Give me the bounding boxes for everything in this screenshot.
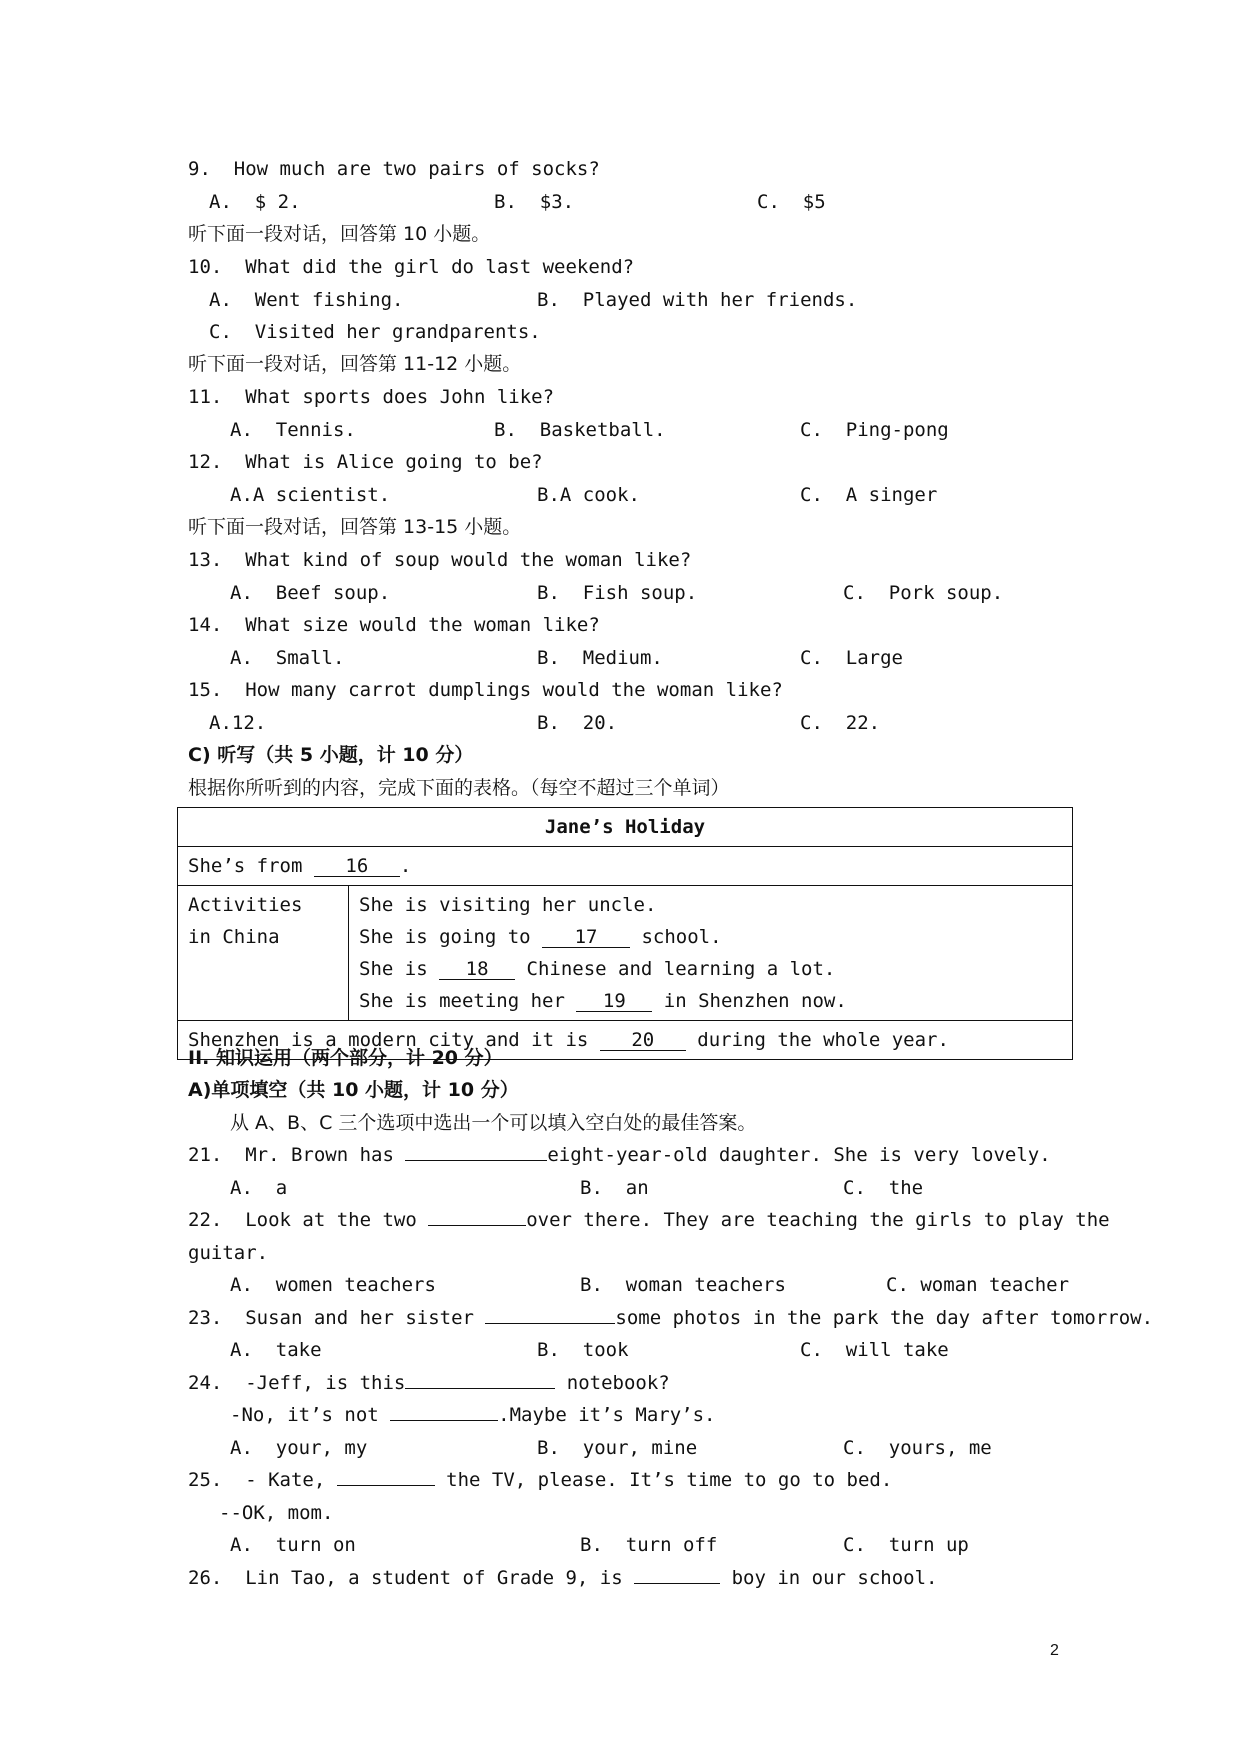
q22-pre: 22. Look at the two — [188, 1209, 429, 1231]
q11-option-b: B. Basketball. — [494, 419, 666, 441]
q26-post: boy in our school. — [720, 1567, 938, 1589]
q22-continuation: guitar. — [188, 1242, 269, 1264]
q25-option-b: B. turn off — [580, 1534, 718, 1556]
q22-option-a: A. women teachers — [230, 1274, 436, 1296]
q23-post: some photos in the park the day after tomorrow. — [615, 1307, 1154, 1329]
table-title: Jane’s Holiday — [178, 808, 1073, 847]
q14-option-b: B. Medium. — [537, 647, 663, 669]
question-13: 13. What kind of soup would the woman like? — [188, 549, 692, 571]
activity-4 — [359, 985, 1062, 1017]
q25-post: the TV, please. It’s time to go to bed. — [434, 1469, 893, 1491]
q24-blank-2 — [390, 1420, 498, 1421]
q24-option-b: B. your, mine — [537, 1437, 698, 1459]
question-22 — [188, 1208, 1110, 1232]
q21-pre: 21. Mr. Brown has — [188, 1144, 406, 1166]
q14-option-c: C. Large — [800, 647, 903, 669]
question-21 — [188, 1143, 1051, 1167]
blank-18: 18 — [439, 959, 515, 980]
activity-4-post: in Shenzhen now. — [652, 990, 847, 1012]
question-11: 11. What sports does John like? — [188, 386, 555, 408]
activity-2 — [359, 921, 1062, 953]
row-climate-post: during the whole year. — [685, 1029, 949, 1051]
q21-blank — [405, 1160, 547, 1161]
activity-3 — [359, 953, 1062, 985]
q23-option-a: A. take — [230, 1339, 322, 1361]
q23-option-b: B. took — [537, 1339, 629, 1361]
q9-option-b: B. $3. — [494, 191, 575, 213]
q21-option-b: B. an — [580, 1177, 649, 1199]
q10-option-b: B. Played with her friends. — [537, 289, 858, 311]
janes-holiday-table — [177, 807, 1073, 1060]
q22-option-b: B. woman teachers — [580, 1274, 786, 1296]
q15-option-b: B. 20. — [537, 712, 618, 734]
q21-post: eight-year-old daughter. She is very lovely. — [547, 1144, 1051, 1166]
activity-3-pre: She is — [359, 958, 440, 980]
q26-blank — [634, 1583, 720, 1584]
page-number: 2 — [1050, 1642, 1059, 1659]
q24-line2-pre: -No, it’s not — [230, 1404, 391, 1426]
q10-option-a: A. Went fishing. — [209, 289, 404, 311]
q14-option-a: A. Small. — [230, 647, 345, 669]
activities-cell — [349, 886, 1073, 1021]
q23-option-c: C. will take — [800, 1339, 949, 1361]
activity-3-post: Chinese and learning a lot. — [515, 958, 836, 980]
row-climate-pre: Shenzhen is a modern city and it is — [188, 1029, 600, 1051]
activity-1: She is visiting her uncle. — [359, 894, 657, 916]
q21-option-a: A. a — [230, 1177, 288, 1199]
question-26 — [188, 1566, 937, 1590]
q25-blank — [337, 1485, 435, 1486]
question-23 — [188, 1306, 1153, 1330]
q12-option-c: C. A singer — [800, 484, 938, 506]
table-row-origin — [178, 847, 1073, 886]
q13-option-b: B. Fish soup. — [537, 582, 698, 604]
knowledge-sub-heading: A)单项填空（共 10 小题，计 10 分） — [188, 1079, 519, 1101]
knowledge-instruction: 从 A、B、C 三个选项中选出一个可以填入空白处的最佳答案。 — [230, 1112, 757, 1134]
activities-label-line1: Activities — [188, 894, 303, 916]
knowledge-heading: II. 知识运用（两个部分，计 20 分） — [188, 1047, 503, 1069]
blank-17: 17 — [542, 927, 630, 948]
q10-option-c: C. Visited her grandparents. — [209, 321, 541, 343]
q11-option-a: A. Tennis. — [230, 419, 356, 441]
question-9: 9. How much are two pairs of socks? — [188, 158, 600, 180]
dialog-intro-13: 听下面一段对话，回答第 13-15 小题。 — [188, 516, 522, 538]
activities-label-line2: in China — [188, 926, 280, 948]
q25-pre: 25. - Kate, — [188, 1469, 337, 1491]
row-origin-pre: She’s from — [188, 855, 314, 877]
q23-blank — [485, 1323, 615, 1324]
q12-option-b: B.A cook. — [537, 484, 640, 506]
q25-option-c: C. turn up — [843, 1534, 969, 1556]
q24-blank-1 — [405, 1388, 555, 1389]
blank-16: 16 — [314, 856, 400, 877]
q24-option-a: A. your, my — [230, 1437, 368, 1459]
q22-blank — [428, 1225, 526, 1226]
dialog-intro-11: 听下面一段对话，回答第 11-12 小题。 — [188, 353, 522, 375]
question-14: 14. What size would the woman like? — [188, 614, 600, 636]
activity-2-pre: She is going to — [359, 926, 543, 948]
q9-option-c: C. $5 — [757, 191, 826, 213]
q13-option-a: A. Beef soup. — [230, 582, 391, 604]
q25-option-a: A. turn on — [230, 1534, 356, 1556]
q24-option-c: C. yours, me — [843, 1437, 992, 1459]
q15-option-a: A.12. — [209, 712, 267, 734]
activity-2-post: school. — [630, 926, 722, 948]
q15-option-c: C. 22. — [800, 712, 881, 734]
question-10: 10. What did the girl do last weekend? — [188, 256, 635, 278]
q11-option-c: C. Ping-pong — [800, 419, 949, 441]
blank-20: 20 — [600, 1030, 686, 1051]
q24-pre: 24. -Jeff, is this — [188, 1372, 406, 1394]
q22-post: over there. They are teaching the girls to play the — [526, 1209, 1110, 1231]
row-origin-post: . — [399, 855, 412, 877]
dialog-intro-10: 听下面一段对话，回答第 10 小题。 — [188, 223, 491, 245]
blank-19: 19 — [576, 991, 652, 1012]
q9-option-a: A. $ 2. — [209, 191, 301, 213]
dictation-heading: C) 听写（共 5 小题，计 10 分） — [188, 744, 474, 766]
q24-line2-post: .Maybe it’s Mary’s. — [498, 1404, 716, 1426]
q26-pre: 26. Lin Tao, a student of Grade 9, is — [188, 1567, 635, 1589]
question-15: 15. How many carrot dumplings would the woman like? — [188, 679, 783, 701]
q13-option-c: C. Pork soup. — [843, 582, 1004, 604]
q24-post: notebook? — [555, 1372, 670, 1394]
q12-option-a: A.A scientist. — [230, 484, 391, 506]
dictation-instruction: 根据你所听到的内容，完成下面的表格。（每空不超过三个单词） — [188, 777, 730, 799]
q25-line-2: --OK, mom. — [219, 1502, 334, 1524]
activity-4-pre: She is meeting her — [359, 990, 577, 1012]
question-12: 12. What is Alice going to be? — [188, 451, 543, 473]
activities-label-cell — [178, 886, 349, 1021]
question-25 — [188, 1468, 892, 1492]
q21-option-c: C. the — [843, 1177, 924, 1199]
q24-line-2 — [230, 1403, 716, 1427]
q23-pre: 23. Susan and her sister — [188, 1307, 486, 1329]
q22-option-c: C. woman teacher — [886, 1274, 1070, 1296]
question-24 — [188, 1371, 670, 1395]
